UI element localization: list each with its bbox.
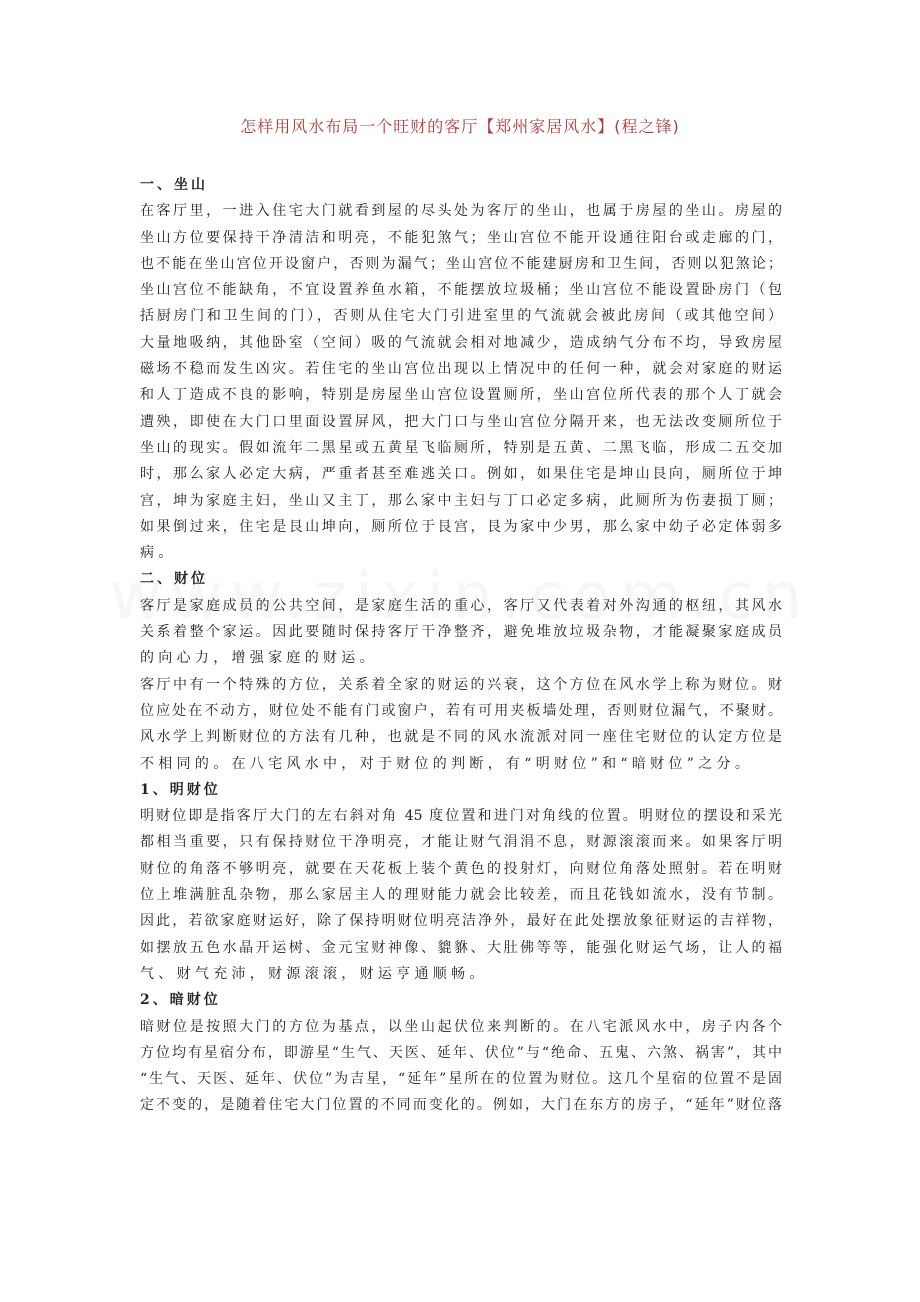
paragraph-line: 遭殃，即使在大门口里面设置屏风，把大门口与坐山宫位分隔开来，也无法改变厕所位于	[140, 413, 782, 430]
paragraph-line: 位应处在不动方，财位处不能有门或窗户，若有可用夹板墙处理，否则财位漏气，不聚财。	[140, 702, 782, 719]
paragraph-line: 财位的角落不够明亮，就要在天花板上装个黄色的投射灯，向财位角落处照射。若在明财	[140, 860, 782, 877]
document-title: 怎样用风水布局一个旺财的客厅【郑州家居风水】(程之锋)	[240, 117, 680, 136]
paragraph-line: 也不能在坐山宫位开设窗户，否则为漏气；坐山宫位不能建厨房和卫生间，否则以犯煞论；	[140, 255, 782, 272]
paragraph-line: 暗财位是按照大门的方位为基点，以坐山起伏位来判断的。在八宅派风水中，房子内各个	[140, 1018, 782, 1035]
paragraph-line: 坐山宫位不能缺角，不宜设置养鱼水箱，不能摆放垃圾桶；坐山宫位不能设置卧房门（包	[140, 282, 782, 299]
paragraph-line: 客厅是家庭成员的公共空间，是家庭生活的重心，客厅又代表着对外沟通的枢纽，其风水	[140, 597, 782, 614]
paragraph-line: 明财位即是指客厅大门的左右斜对角 45 度位置和进门对角线的位置。明财位的摆设和采光	[140, 808, 782, 825]
paragraph-line: 如果倒过来，住宅是艮山坤向，厕所位于艮宫，艮为家中少男，那么家中幼子必定体弱多	[140, 518, 782, 535]
paragraph-line: 因此，若欲家庭财运好，除了保持明财位明亮洁净外，最好在此处摆放象征财运的吉祥物，	[140, 913, 782, 930]
paragraph-line: 大量地吸纳，其他卧室（空间）吸的气流就会相对地减少，造成纳气分布不均，导致房屋	[140, 334, 782, 351]
paragraph-line: 风水学上判断财位的方法有几种，也就是不同的风水流派对同一座住宅财位的认定方位是	[140, 729, 782, 746]
paragraph-line: 不相同的。在八宅风水中，对于财位的判断，有“明财位”和“暗财位”之分。	[140, 755, 754, 772]
paragraph-line: 定不变的，是随着住宅大门位置的不同而变化的。例如，大门在东方的房子，“延年”财位落	[140, 1097, 782, 1114]
paragraph-line: 如摆放五色水晶开运树、金元宝财神像、貔貅、大肚佛等等，能强化财运气场，让人的福	[140, 939, 782, 956]
paragraph-line: 宫，坤为家庭主妇，坐山又主丁，那么家中主妇与丁口必定多病，此厕所为伤妻损丁厕；	[140, 492, 782, 509]
paragraph-line: 关系着整个家运。因此要随时保持客厅干净整齐，避免堆放垃圾杂物，才能凝聚家庭成员	[140, 624, 782, 641]
paragraph-line: 时，那么家人必定大病，严重者甚至难逃关口。例如，如果住宅是坤山艮向，厕所位于坤	[140, 466, 782, 483]
paragraph-line: 客厅中有一个特殊的方位，关系着全家的财运的兴衰，这个方位在风水学上称为财位。财	[140, 676, 782, 693]
section-heading: 1、明财位	[140, 781, 221, 798]
section-heading: 一、坐山	[140, 177, 208, 193]
paragraph-line: 在客厅里，一进入住宅大门就看到屋的尽头处为客厅的坐山，也属于房屋的坐山。房屋的	[140, 203, 782, 220]
section-heading: 二、财位	[140, 571, 208, 588]
paragraph-line: 和人丁造成不良的影响，特别是房屋坐山宫位设置厕所，坐山宫位所代表的那个人丁就会	[140, 387, 782, 404]
paragraph-line: 位上堆满脏乱杂物，那么家居主人的理财能力就会比较差，而且花钱如流水，没有节制。	[140, 887, 782, 904]
document-body	[140, 172, 782, 1119]
paragraph-line: 方位均有星宿分布，即游星“生气、天医、延年、伏位”与“绝命、五鬼、六煞、祸害”，其中	[140, 1044, 782, 1061]
paragraph-line: 病。	[140, 545, 177, 562]
paragraph-line: 括厨房门和卫生间的门），否则从住宅大门引进室里的气流就会被此房间（或其他空间）	[140, 308, 782, 325]
section-heading: 2、暗财位	[140, 992, 221, 1009]
paragraph-line: 坐山方位要保持干净清洁和明亮，不能犯煞气；坐山宫位不能开设通往阳台或走廊的门，	[140, 229, 782, 246]
paragraph-line: “生气、天医、延年、伏位”为吉星，“延年”星所在的位置为财位。这几个星宿的位置不是固	[140, 1071, 782, 1088]
paragraph-line: 都相当重要，只有保持财位干净明亮，才能让财气涓涓不息，财源滚滚而来。如果客厅明	[140, 834, 782, 851]
paragraph-line: 磁场不稳而发生凶灾。若住宅的坐山宫位出现以上情况中的任何一种，就会对家庭的财运	[140, 361, 782, 378]
paragraph-line: 的向心力，增强家庭的财运。	[140, 650, 378, 667]
paragraph-line: 坐山的现实。假如流年二黑星或五黄星飞临厕所，特别是五黄、二黑飞临，形成二五交加	[140, 439, 782, 456]
paragraph-line: 气、财气充沛，财源滚滚，财运亨通顺畅。	[140, 965, 488, 982]
